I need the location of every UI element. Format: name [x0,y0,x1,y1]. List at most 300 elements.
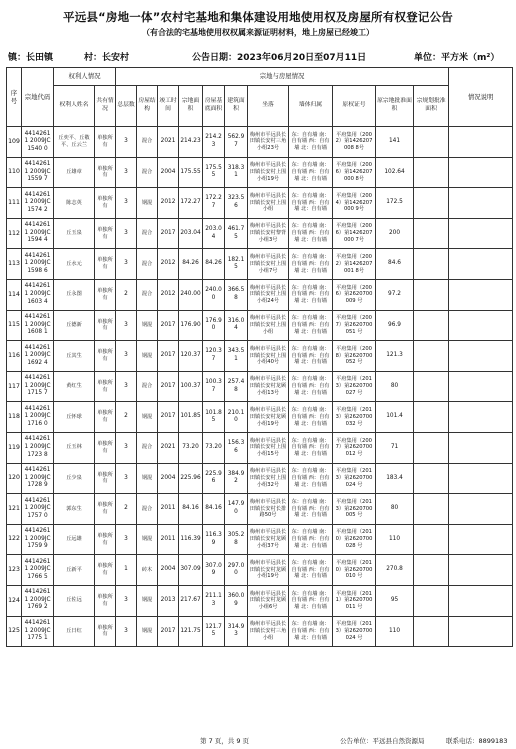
page-number: 第 7 页，共 9 页 [200,737,250,745]
header-excess-area: 宗规划批准面积 [414,86,449,127]
cell-location: 梅州市平远县长田镇长安村黎背小组3号 [248,218,289,249]
cell-land-area: 120.37 [179,341,203,372]
cell-boundary: 东：自有墙 南：自有墙 西：自有墙 北：自有墙 [289,157,333,188]
cell-excess-area [414,524,449,555]
cell-notes [449,494,513,525]
cell-approved-area: 200 [376,218,414,249]
cell-seq: 121 [7,494,22,525]
cell-build-area: 156.36 [225,432,248,463]
cell-share: 单独所有 [95,127,116,158]
cell-location: 梅州市平远县长田镇长安村上围小组 [248,188,289,219]
village-label: 村：长安村 [84,53,130,63]
cell-code: 44142611 2009JC1716 0 [22,402,54,433]
cell-share: 单独所有 [95,341,116,372]
cell-old-cert: 平府集用（2010）第2620700010 号 [333,555,376,586]
table-row [7,616,513,647]
header-code: 宗地代码 [22,68,54,127]
cell-notes [449,524,513,555]
cell-notes [449,555,513,586]
cell-code: 44142611 2009JC1766 5 [22,555,54,586]
cell-structure: 钢混 [137,524,158,555]
cell-base-area: 211.13 [203,585,225,616]
cell-land-area: 203.04 [179,218,203,249]
cell-boundary: 东：自有墙 南：自有墙 西：自有墙 北：自有墙 [289,341,333,372]
cell-seq: 118 [7,402,22,433]
cell-location: 梅州市平远县长田镇长安村上围小组19号 [248,157,289,188]
table-row [7,218,513,249]
cell-seq: 116 [7,341,22,372]
header-old-cert: 原权证号 [333,86,376,127]
cell-build-area: 318.31 [225,157,248,188]
cell-approved-area: 141 [376,127,414,158]
cell-share: 单独所有 [95,463,116,494]
cell-year: 2021 [158,432,179,463]
cell-excess-area [414,341,449,372]
cell-base-area: 214.23 [203,127,225,158]
cell-year: 2011 [158,524,179,555]
cell-structure: 钢混 [137,310,158,341]
cell-approved-area: 96.9 [376,310,414,341]
table-row [7,524,513,555]
cell-excess-area [414,249,449,280]
header-owner-group: 权利人情况 [54,68,116,86]
cell-base-area: 84.26 [203,249,225,280]
cell-location: 梅州市平远县长田镇长安村上围小组32号 [248,463,289,494]
cell-owner-name: 丘奕平、丘敬平、丘云兰 [54,127,95,158]
cell-structure: 钢混 [137,188,158,219]
cell-notes [449,188,513,219]
cell-structure: 混合 [137,432,158,463]
cell-owner-name: 丘玉林 [54,432,95,463]
cell-old-cert: 平府集用（2007）第2620700051 号 [333,310,376,341]
cell-base-area: 225.96 [203,463,225,494]
cell-code: 44142611 2009JC1723 8 [22,432,54,463]
cell-location: 梅州市平远县长田镇长安村上围小组 [248,310,289,341]
cell-seq: 109 [7,127,22,158]
cell-owner-name: 郭东生 [54,494,95,525]
cell-year: 2012 [158,188,179,219]
header-share: 共有情况 [95,86,116,127]
cell-floors: 3 [116,188,137,219]
cell-code: 44142611 2009JC1608 1 [22,310,54,341]
cell-old-cert: 平府集用（2013）第2620700027 号 [333,371,376,402]
cell-share: 单独所有 [95,402,116,433]
cell-approved-area: 80 [376,494,414,525]
cell-build-area: 257.48 [225,371,248,402]
cell-build-area: 314.93 [225,616,248,647]
cell-owner-name: 黄红生 [54,371,95,402]
cell-structure: 钢混 [137,585,158,616]
cell-approved-area: 97.2 [376,279,414,310]
cell-floors: 3 [116,341,137,372]
cell-code: 44142611 2009JC1759 9 [22,524,54,555]
cell-build-area: 147.90 [225,494,248,525]
cell-code: 44142611 2009JC1598 6 [22,249,54,280]
table-row [7,310,513,341]
cell-base-area: 73.20 [203,432,225,463]
cell-old-cert: 平府集用（2013）第2620700024 号 [333,463,376,494]
cell-notes [449,371,513,402]
cell-owner-name: 丘永图 [54,279,95,310]
cell-owner-name: 丘水元 [54,249,95,280]
cell-notes [449,157,513,188]
cell-year: 2004 [158,555,179,586]
cell-land-area: 307.09 [179,555,203,586]
cell-excess-area [414,218,449,249]
cell-notes [449,616,513,647]
cell-owner-name: 丘少泉 [54,463,95,494]
town-label: 镇：长田镇 [8,53,54,63]
cell-structure: 混合 [137,218,158,249]
cell-base-area: 101.85 [203,402,225,433]
cell-year: 2004 [158,157,179,188]
cell-notes [449,127,513,158]
cell-owner-name: 丘其生 [54,341,95,372]
cell-excess-area [414,494,449,525]
cell-land-area: 73.20 [179,432,203,463]
cell-build-area: 182.15 [225,249,248,280]
cell-location: 梅州市平远县长田镇长安村龙顾小组6号 [248,585,289,616]
cell-excess-area [414,157,449,188]
cell-land-area: 84.16 [179,494,203,525]
cell-old-cert: 平府集用（2013）第2620700024 号 [333,616,376,647]
cell-code: 44142611 2009JC1540 0 [22,127,54,158]
cell-floors: 3 [116,218,137,249]
cell-base-area: 203.04 [203,218,225,249]
cell-location: 梅州市平远县长田镇长安村龙顾小组19号 [248,555,289,586]
phone-label: 联系电话：8899183 [446,737,508,745]
cell-code: 44142611 2009JC1603 4 [22,279,54,310]
cell-floors: 2 [116,494,137,525]
cell-structure: 钢混 [137,341,158,372]
info-bar [6,48,512,64]
cell-floors: 3 [116,616,137,647]
cell-owner-name: 丘德新 [54,310,95,341]
cell-build-area: 360.09 [225,585,248,616]
cell-boundary: 东：自有墙 南：自有墙 西：自有墙 北：自有墙 [289,218,333,249]
cell-floors: 2 [116,279,137,310]
cell-old-cert: 平府集用（2002）第1426207008 8号 [333,127,376,158]
cell-structure: 混合 [137,127,158,158]
table-row [7,402,513,433]
cell-build-area: 343.51 [225,341,248,372]
cell-code: 44142611 2009JC1757 0 [22,494,54,525]
cell-structure: 混合 [137,157,158,188]
cell-seq: 111 [7,188,22,219]
cell-location: 梅州市平远县长田镇长安村上围小组15号 [248,432,289,463]
cell-location: 梅州市平远县长田镇长安村上围小组40号 [248,341,289,372]
cell-build-area: 366.58 [225,279,248,310]
cell-owner-name: 丘新平 [54,555,95,586]
cell-seq: 123 [7,555,22,586]
table-row [7,249,513,280]
cell-share: 单独所有 [95,585,116,616]
cell-approved-area: 84.6 [376,249,414,280]
cell-year: 2021 [158,127,179,158]
cell-floors: 3 [116,371,137,402]
cell-year: 2013 [158,585,179,616]
cell-excess-area [414,463,449,494]
cell-approved-area: 172.5 [376,188,414,219]
cell-boundary: 东：自有墙 南：自有墙 西：自有墙 北：自有墙 [289,371,333,402]
table-row [7,463,513,494]
cell-share: 单独所有 [95,524,116,555]
table-row [7,341,513,372]
cell-share: 单独所有 [95,279,116,310]
cell-location: 梅州市平远县长田镇长安村长排路50号 [248,494,289,525]
cell-floors: 3 [116,463,137,494]
cell-land-area: 172.27 [179,188,203,219]
cell-base-area: 307.09 [203,555,225,586]
cell-boundary: 东：自有墙 南：自有墙 西：自有墙 北：自有墙 [289,524,333,555]
cell-boundary: 东：自有墙 南：自有墙 西：自有墙 北：自有墙 [289,249,333,280]
cell-excess-area [414,310,449,341]
table-row [7,157,513,188]
header-owner-name: 权利人姓名 [54,86,95,127]
registration-table [6,67,513,647]
table-row [7,494,513,525]
cell-code: 44142611 2009JC1559 7 [22,157,54,188]
table-row [7,279,513,310]
cell-build-area: 461.75 [225,218,248,249]
cell-notes [449,310,513,341]
page-subtitle: （有合法的宅基地使用权权属来源证明材料，地上房屋已经竣工） [142,28,374,37]
cell-build-area: 305.28 [225,524,248,555]
cell-share: 单独所有 [95,310,116,341]
cell-old-cert: 平府集用（2006）第1426207000 8号 [333,157,376,188]
cell-old-cert: 平府集用（2008）第2620700052 号 [333,341,376,372]
cell-code: 44142611 2009JC1594 4 [22,218,54,249]
cell-base-area: 120.37 [203,341,225,372]
cell-seq: 117 [7,371,22,402]
table-body [7,127,513,647]
cell-year: 2017 [158,310,179,341]
cell-location: 梅州市平远县长田镇长安村三角小组23号 [248,127,289,158]
cell-approved-area: 102.64 [376,157,414,188]
cell-approved-area: 95 [376,585,414,616]
cell-approved-area: 80 [376,371,414,402]
cell-floors: 1 [116,555,137,586]
cell-build-area: 323.56 [225,188,248,219]
cell-floors: 3 [116,249,137,280]
cell-seq: 112 [7,218,22,249]
cell-location: 梅州市平远县长田镇长安村龙顾小组19号 [248,402,289,433]
cell-excess-area [414,188,449,219]
cell-land-area: 225.96 [179,463,203,494]
header-structure: 房屋结构 [137,86,158,127]
cell-boundary: 东：自有墙 南：自有墙 西：自有墙 北：自有墙 [289,279,333,310]
cell-owner-name: 丘玉泉 [54,218,95,249]
cell-location: 梅州市平远县长田镇长安村上围小组24号 [248,279,289,310]
cell-seq: 119 [7,432,22,463]
cell-approved-area: 110 [376,524,414,555]
cell-land-area: 100.37 [179,371,203,402]
cell-seq: 120 [7,463,22,494]
cell-year: 2012 [158,249,179,280]
unit-label: 单位：平方米（m²） [414,53,500,63]
cell-build-area: 297.00 [225,555,248,586]
table-row [7,432,513,463]
header-notes: 情况说明 [449,68,513,127]
cell-build-area: 210.10 [225,402,248,433]
cell-base-area: 100.37 [203,371,225,402]
cell-location: 梅州市平远县长田镇长安村上围小组7号 [248,249,289,280]
header-approved-area: 原宗地批准面积 [376,86,414,127]
cell-code: 44142611 2009JC1775 1 [22,616,54,647]
cell-approved-area: 183.4 [376,463,414,494]
announcement-date: 公告日期：2023年06月20日至07月11日 [192,53,367,63]
cell-code: 44142611 2009JC1715 7 [22,371,54,402]
header-land-group: 宗地与房屋情况 [116,68,449,86]
cell-land-area: 84.26 [179,249,203,280]
cell-excess-area [414,555,449,586]
cell-structure: 钢混 [137,402,158,433]
cell-share: 单独所有 [95,371,116,402]
cell-seq: 114 [7,279,22,310]
cell-base-area: 116.39 [203,524,225,555]
cell-boundary: 东：自有墙 南：自有墙 西：自有墙 北：自有墙 [289,127,333,158]
cell-boundary: 东：自有墙 南：自有墙 西：自有墙 北：自有墙 [289,432,333,463]
cell-seq: 125 [7,616,22,647]
cell-land-area: 121.75 [179,616,203,647]
cell-location: 梅州市平远县长田镇长安村龙顾小组37号 [248,524,289,555]
cell-old-cert: 平府集用（2006）第2620700009 号 [333,279,376,310]
cell-build-area: 384.92 [225,463,248,494]
cell-old-cert: 平府集用（2013）第2620700032 号 [333,402,376,433]
cell-land-area: 101.85 [179,402,203,433]
cell-approved-area: 101.4 [376,402,414,433]
cell-year: 2004 [158,463,179,494]
cell-year: 2012 [158,279,179,310]
cell-land-area: 240.00 [179,279,203,310]
cell-owner-name: 陈志英 [54,188,95,219]
cell-structure: 混合 [137,249,158,280]
cell-excess-area [414,585,449,616]
cell-year: 2017 [158,341,179,372]
issuer-label: 公告单位：平远县自然资源局 [340,737,425,745]
cell-year: 2011 [158,494,179,525]
table-row [7,127,513,158]
cell-old-cert: 平府集用（2013）第2620700005 号 [333,494,376,525]
cell-excess-area [414,371,449,402]
cell-share: 单独所有 [95,249,116,280]
cell-share: 单独所有 [95,157,116,188]
cell-seq: 115 [7,310,22,341]
cell-base-area: 175.55 [203,157,225,188]
cell-notes [449,341,513,372]
cell-boundary: 东：自有墙 南：自有墙 西：自有墙 北：自有墙 [289,616,333,647]
cell-share: 单独所有 [95,432,116,463]
cell-approved-area: 270.8 [376,555,414,586]
cell-base-area: 240.00 [203,279,225,310]
cell-owner-name: 丘佐远 [54,585,95,616]
cell-structure: 钢混 [137,463,158,494]
cell-boundary: 东：自有墙 南：自有墙 西：自有墙 北：自有墙 [289,463,333,494]
cell-share: 单独所有 [95,555,116,586]
cell-floors: 3 [116,127,137,158]
cell-notes [449,218,513,249]
cell-old-cert: 平府集用（2004）第1426207000 9号 [333,188,376,219]
cell-old-cert: 平府集用（2007）第2620700012 号 [333,432,376,463]
cell-seq: 124 [7,585,22,616]
cell-base-area: 172.27 [203,188,225,219]
cell-boundary: 东：自有墙 南：自有墙 西：自有墙 北：自有墙 [289,494,333,525]
cell-floors: 3 [116,585,137,616]
cell-year: 2017 [158,371,179,402]
cell-approved-area: 110 [376,616,414,647]
cell-location: 梅州市平远县长田镇长安村三角小组 [248,616,289,647]
cell-base-area: 121.75 [203,616,225,647]
cell-boundary: 东：自有墙 南：自有墙 西：自有墙 北：自有墙 [289,402,333,433]
cell-land-area: 116.39 [179,524,203,555]
cell-notes [449,249,513,280]
cell-land-area: 176.90 [179,310,203,341]
cell-build-area: 562.97 [225,127,248,158]
cell-notes [449,279,513,310]
table-row [7,585,513,616]
cell-share: 单独所有 [95,616,116,647]
cell-structure: 钢混 [137,616,158,647]
cell-boundary: 东：自有墙 南：自有墙 西：自有墙 北：自有墙 [289,585,333,616]
cell-excess-area [414,402,449,433]
cell-excess-area [414,616,449,647]
header-boundary: 墙体归属 [289,86,333,127]
cell-notes [449,432,513,463]
cell-share: 单独所有 [95,494,116,525]
cell-seq: 122 [7,524,22,555]
table-row [7,555,513,586]
cell-year: 2017 [158,616,179,647]
cell-floors: 3 [116,310,137,341]
table-row [7,188,513,219]
cell-location: 梅州市平远县长田镇长安村龙顾小组13号 [248,371,289,402]
cell-code: 44142611 2009JC1769 2 [22,585,54,616]
cell-excess-area [414,432,449,463]
cell-boundary: 东：自有墙 南：自有墙 西：自有墙 北：自有墙 [289,555,333,586]
cell-excess-area [414,279,449,310]
cell-share: 单独所有 [95,188,116,219]
cell-owner-name: 丘怀球 [54,402,95,433]
cell-seq: 110 [7,157,22,188]
header-seq: 序号 [7,68,22,127]
cell-code: 44142611 2009JC1692 4 [22,341,54,372]
cell-year: 2017 [158,218,179,249]
cell-structure: 砖木 [137,555,158,586]
cell-land-area: 175.55 [179,157,203,188]
cell-base-area: 176.90 [203,310,225,341]
cell-approved-area: 121.3 [376,341,414,372]
cell-notes [449,463,513,494]
cell-floors: 3 [116,432,137,463]
cell-code: 44142611 2009JC1574 2 [22,188,54,219]
cell-floors: 3 [116,524,137,555]
cell-structure: 混合 [137,494,158,525]
cell-notes [449,585,513,616]
header-land-area: 宗地面积 [179,86,203,127]
cell-floors: 2 [116,402,137,433]
cell-build-area: 316.04 [225,310,248,341]
cell-owner-name: 丘雄章 [54,157,95,188]
cell-floors: 3 [116,157,137,188]
cell-year: 2017 [158,402,179,433]
header-floors: 总层数 [116,86,137,127]
cell-old-cert: 平府集用（2006）第1426207000 7号 [333,218,376,249]
cell-owner-name: 丘远雄 [54,524,95,555]
cell-code: 44142611 2009JC1728 9 [22,463,54,494]
cell-old-cert: 平府集用（2002）第1426207001 8号 [333,249,376,280]
cell-approved-area: 71 [376,432,414,463]
cell-land-area: 214.23 [179,127,203,158]
